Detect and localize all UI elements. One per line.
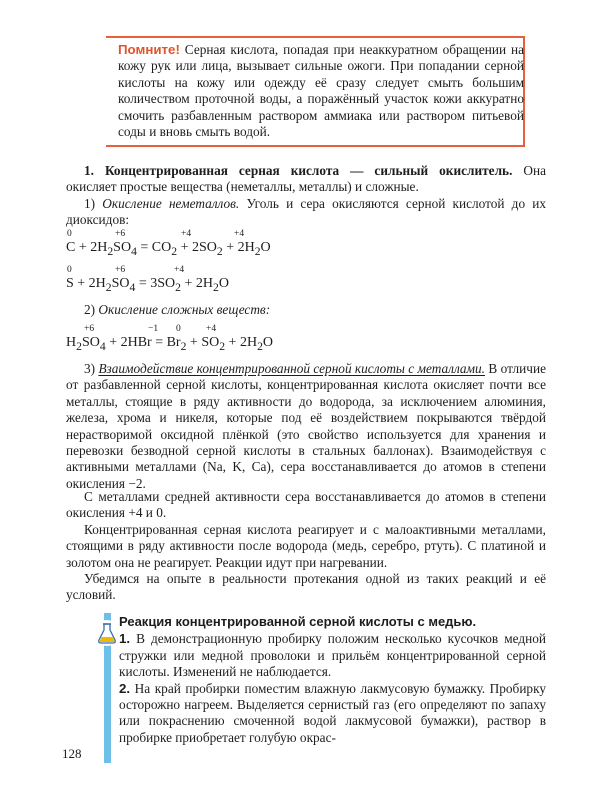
- equation-3-formula: $H_2SO_4 + 2HBr = Br_2 + SO_2 + 2H_2O$: [66, 335, 274, 353]
- item-3: [66, 361, 546, 492]
- ox-state: +4: [234, 229, 245, 239]
- ox-state: 0: [176, 324, 181, 334]
- warning-body: Серная кислота, попадая при неаккуратном обращении на кожу рук или лица, вызывает сильные ожоги. При попадании серной кислоты на кожу или одежду её сразу следует смыть большим количеством проточной воды, а поражённый участок кожи аккуратно смочить разбавленным раствором аммиака или раствором питьевой соды и вновь смыть водой.: [118, 42, 524, 140]
- ox-state: +4: [174, 265, 185, 275]
- section-1-title: 1. Концентрированная серная кислота — сильный окислитель.: [84, 163, 513, 178]
- item-1-title: Окисление неметаллов.: [102, 196, 240, 211]
- warning-heading: Помните!: [118, 42, 180, 57]
- item-2: [66, 302, 546, 318]
- paragraph-1: С металлами средней активности сера восстанавливается до атомов в степени окисления +4 и 0.: [66, 489, 546, 521]
- ox-state: +6: [115, 265, 126, 275]
- ox-state: 0: [67, 265, 72, 275]
- paragraph-3: Убедимся на опыте в реальности протекания одной из таких реакций и её условий.: [66, 571, 546, 603]
- item-1-label: 1): [84, 196, 96, 211]
- flask-icon: [94, 620, 120, 646]
- paragraph-2: Концентрированная серная кислота реагирует и с малоактивными металлами, стоящими в ряду активности после водорода (медь, серебро, ртуть). С платиной и золотом она не реагирует. Реакции идут при нагревании.: [66, 522, 546, 570]
- item-3-label: 3): [84, 361, 96, 376]
- item-1: [66, 196, 546, 229]
- experiment-title-text: Реакция концентрированной серной кислоты с медью.: [119, 614, 477, 629]
- ox-state: +4: [206, 324, 217, 334]
- experiment-step-2: [119, 681, 546, 747]
- ox-state: +6: [115, 229, 126, 239]
- step-2-text: На край пробирки поместим влажную лакмусовую бумажку. Пробирку осторожно нагреем. Выделяется сернистый газ (его определяют по запаху или покраснению смоченной водой лакмусовой бумажки), раствор в пробирке приобретает голубую окрас-: [119, 680, 546, 745]
- ox-state: 0: [67, 229, 72, 239]
- step-1-number: 1.: [119, 631, 131, 647]
- item-2-title: Окисление сложных веществ:: [98, 302, 271, 317]
- experiment-step-1: [119, 631, 546, 680]
- item-3-title: Взаимодействие концентрированной серной кислоты с металлами.: [98, 361, 486, 376]
- item-2-label: 2): [84, 302, 96, 317]
- equation-1-formula: $C + 2H_2SO_4 = CO_2 + 2SO_2 + 2H_2O$: [66, 240, 271, 258]
- equation-2-formula: $S + 2H_2SO_4 = 3SO_2 + 2H_2O$: [66, 276, 229, 294]
- page-number: 128: [62, 746, 82, 761]
- ox-state: −1: [148, 324, 159, 334]
- item-1-text: Уголь и сера окисляются серной кислотой до их диоксидов:: [66, 196, 547, 228]
- step-2-number: 2.: [119, 680, 131, 696]
- section-1-intro: [66, 163, 546, 196]
- step-1-text: В демонстрационную пробирку положим несколько кусочков медной стружки или медной проволоки и прильём концентрированной серной кислоты. Изменений не наблюдается.: [119, 631, 546, 680]
- section-1-tail: Она окисляет простые вещества (неметаллы, металлы) и сложные.: [66, 163, 546, 195]
- warning-text: [118, 42, 524, 140]
- item-3-text: В отличие от разбавленной серной кислоты, концентрированная кислота окисляет почти все металлы, стоящие в ряду активности до водорода, за исключением алюминия, железа, хрома и никеля, которые под её воздействием покрываются твёрдой нерастворимой оксидной плёнкой (это свойство используется для хранения и перевозки безводной серной кислоты в стальных баллонах). Взаимодействуя с активными металлами (Na, K, Ca), сера восстанавливается до атомов в степени окисления −2.: [66, 361, 547, 491]
- experiment-title: [119, 614, 546, 630]
- ox-state: +6: [84, 324, 95, 334]
- experiment-block: [119, 614, 546, 746]
- ox-state: +4: [181, 229, 192, 239]
